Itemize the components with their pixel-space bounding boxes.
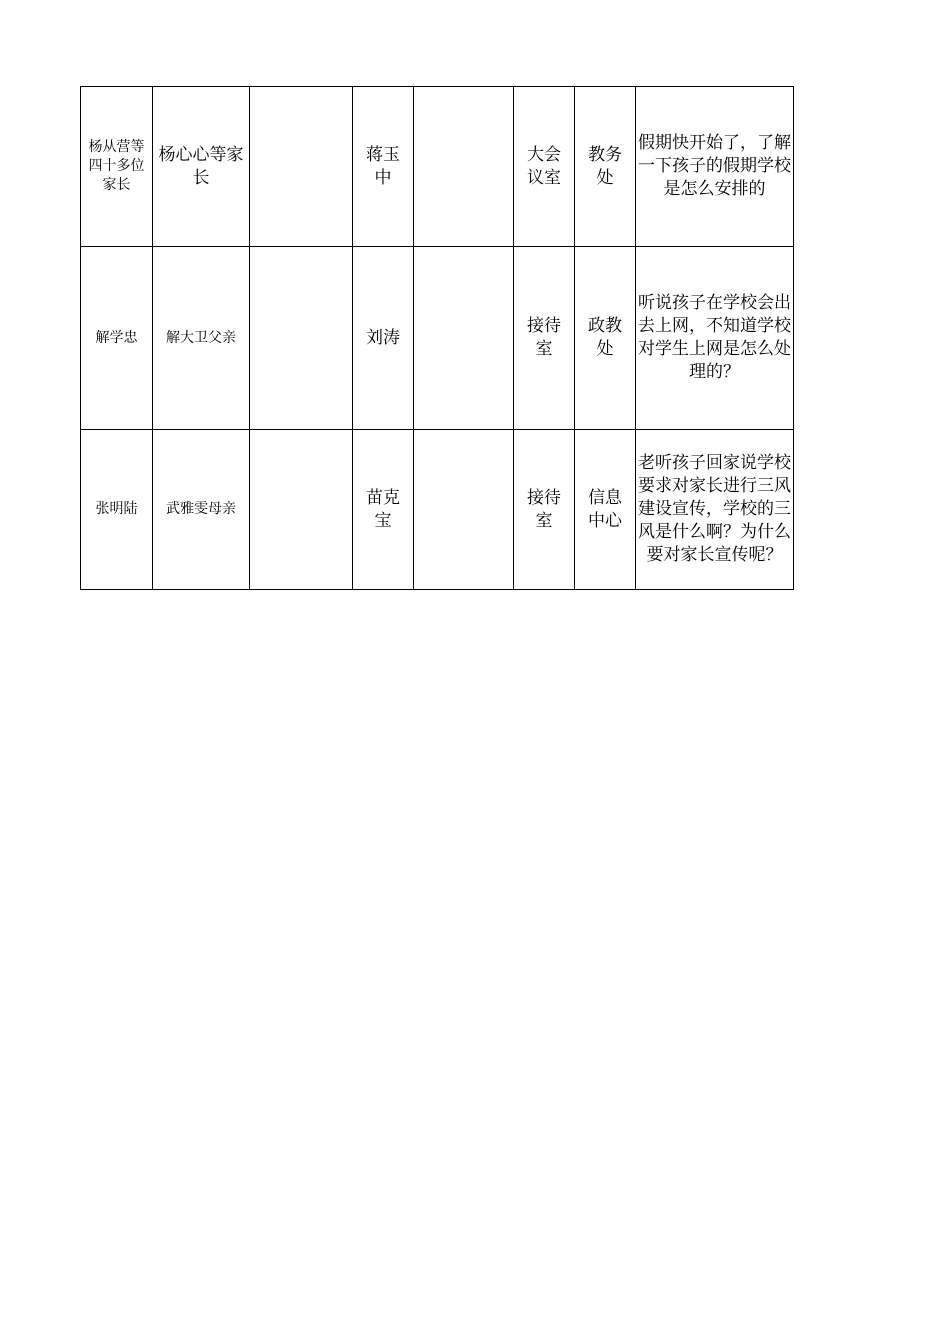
location-cell[interactable]: [514, 430, 575, 590]
empty-cell[interactable]: [414, 87, 514, 247]
empty-cell[interactable]: [414, 247, 514, 430]
empty-cell[interactable]: [250, 87, 353, 247]
table-row: [81, 87, 794, 247]
location-name: 大会议室: [527, 144, 561, 188]
location-cell[interactable]: [514, 247, 575, 430]
department-cell[interactable]: [575, 247, 636, 430]
question-text: 老听孩子回家说学校要求对家长进行三风建设宣传，学校的三风是什么啊？为什么要对家长宣传呢？: [638, 453, 791, 565]
question-cell[interactable]: [636, 87, 794, 247]
relation-cell[interactable]: [153, 430, 250, 590]
receiver-name: 刘涛: [366, 327, 400, 348]
department-name: 教务处: [588, 144, 622, 188]
question-text: 假期快开始了，了解一下孩子的假期学校是怎么安排的: [638, 133, 791, 199]
student-relation: 杨心心等家长: [158, 144, 244, 188]
student-relation: 武雅雯母亲: [166, 501, 236, 517]
relation-cell[interactable]: [153, 247, 250, 430]
receiver-name: 蒋玉中: [366, 144, 400, 188]
receiver-cell[interactable]: [353, 430, 414, 590]
location-cell[interactable]: [514, 87, 575, 247]
department-cell[interactable]: [575, 430, 636, 590]
location-name: 接待室: [527, 487, 561, 531]
table-row: [81, 430, 794, 590]
reception-record-table: [80, 86, 794, 590]
student-relation: 解大卫父亲: [166, 329, 236, 346]
receiver-cell[interactable]: [353, 247, 414, 430]
visitor-cell[interactable]: [81, 87, 153, 247]
receiver-cell[interactable]: [353, 87, 414, 247]
empty-cell[interactable]: [250, 247, 353, 430]
visitor-cell[interactable]: [81, 430, 153, 590]
relation-cell[interactable]: [153, 87, 250, 247]
question-text: 听说孩子在学校会出去上网，不知道学校对学生上网是怎么处理的？: [638, 293, 791, 382]
visitor-cell[interactable]: [81, 247, 153, 430]
department-name: 信息中心: [588, 487, 622, 531]
visitor-name: 解学忠: [95, 329, 138, 346]
department-name: 政教处: [588, 316, 622, 359]
visitor-name: 杨从营等四十多位家长: [88, 139, 145, 193]
department-cell[interactable]: [575, 87, 636, 247]
table-row: [81, 247, 794, 430]
empty-cell[interactable]: [414, 430, 514, 590]
visitor-name: 张明陆: [95, 501, 138, 517]
question-cell[interactable]: [636, 430, 794, 590]
location-name: 接待室: [527, 316, 561, 359]
receiver-name: 苗克宝: [366, 487, 400, 531]
question-cell[interactable]: [636, 247, 794, 430]
empty-cell[interactable]: [250, 430, 353, 590]
